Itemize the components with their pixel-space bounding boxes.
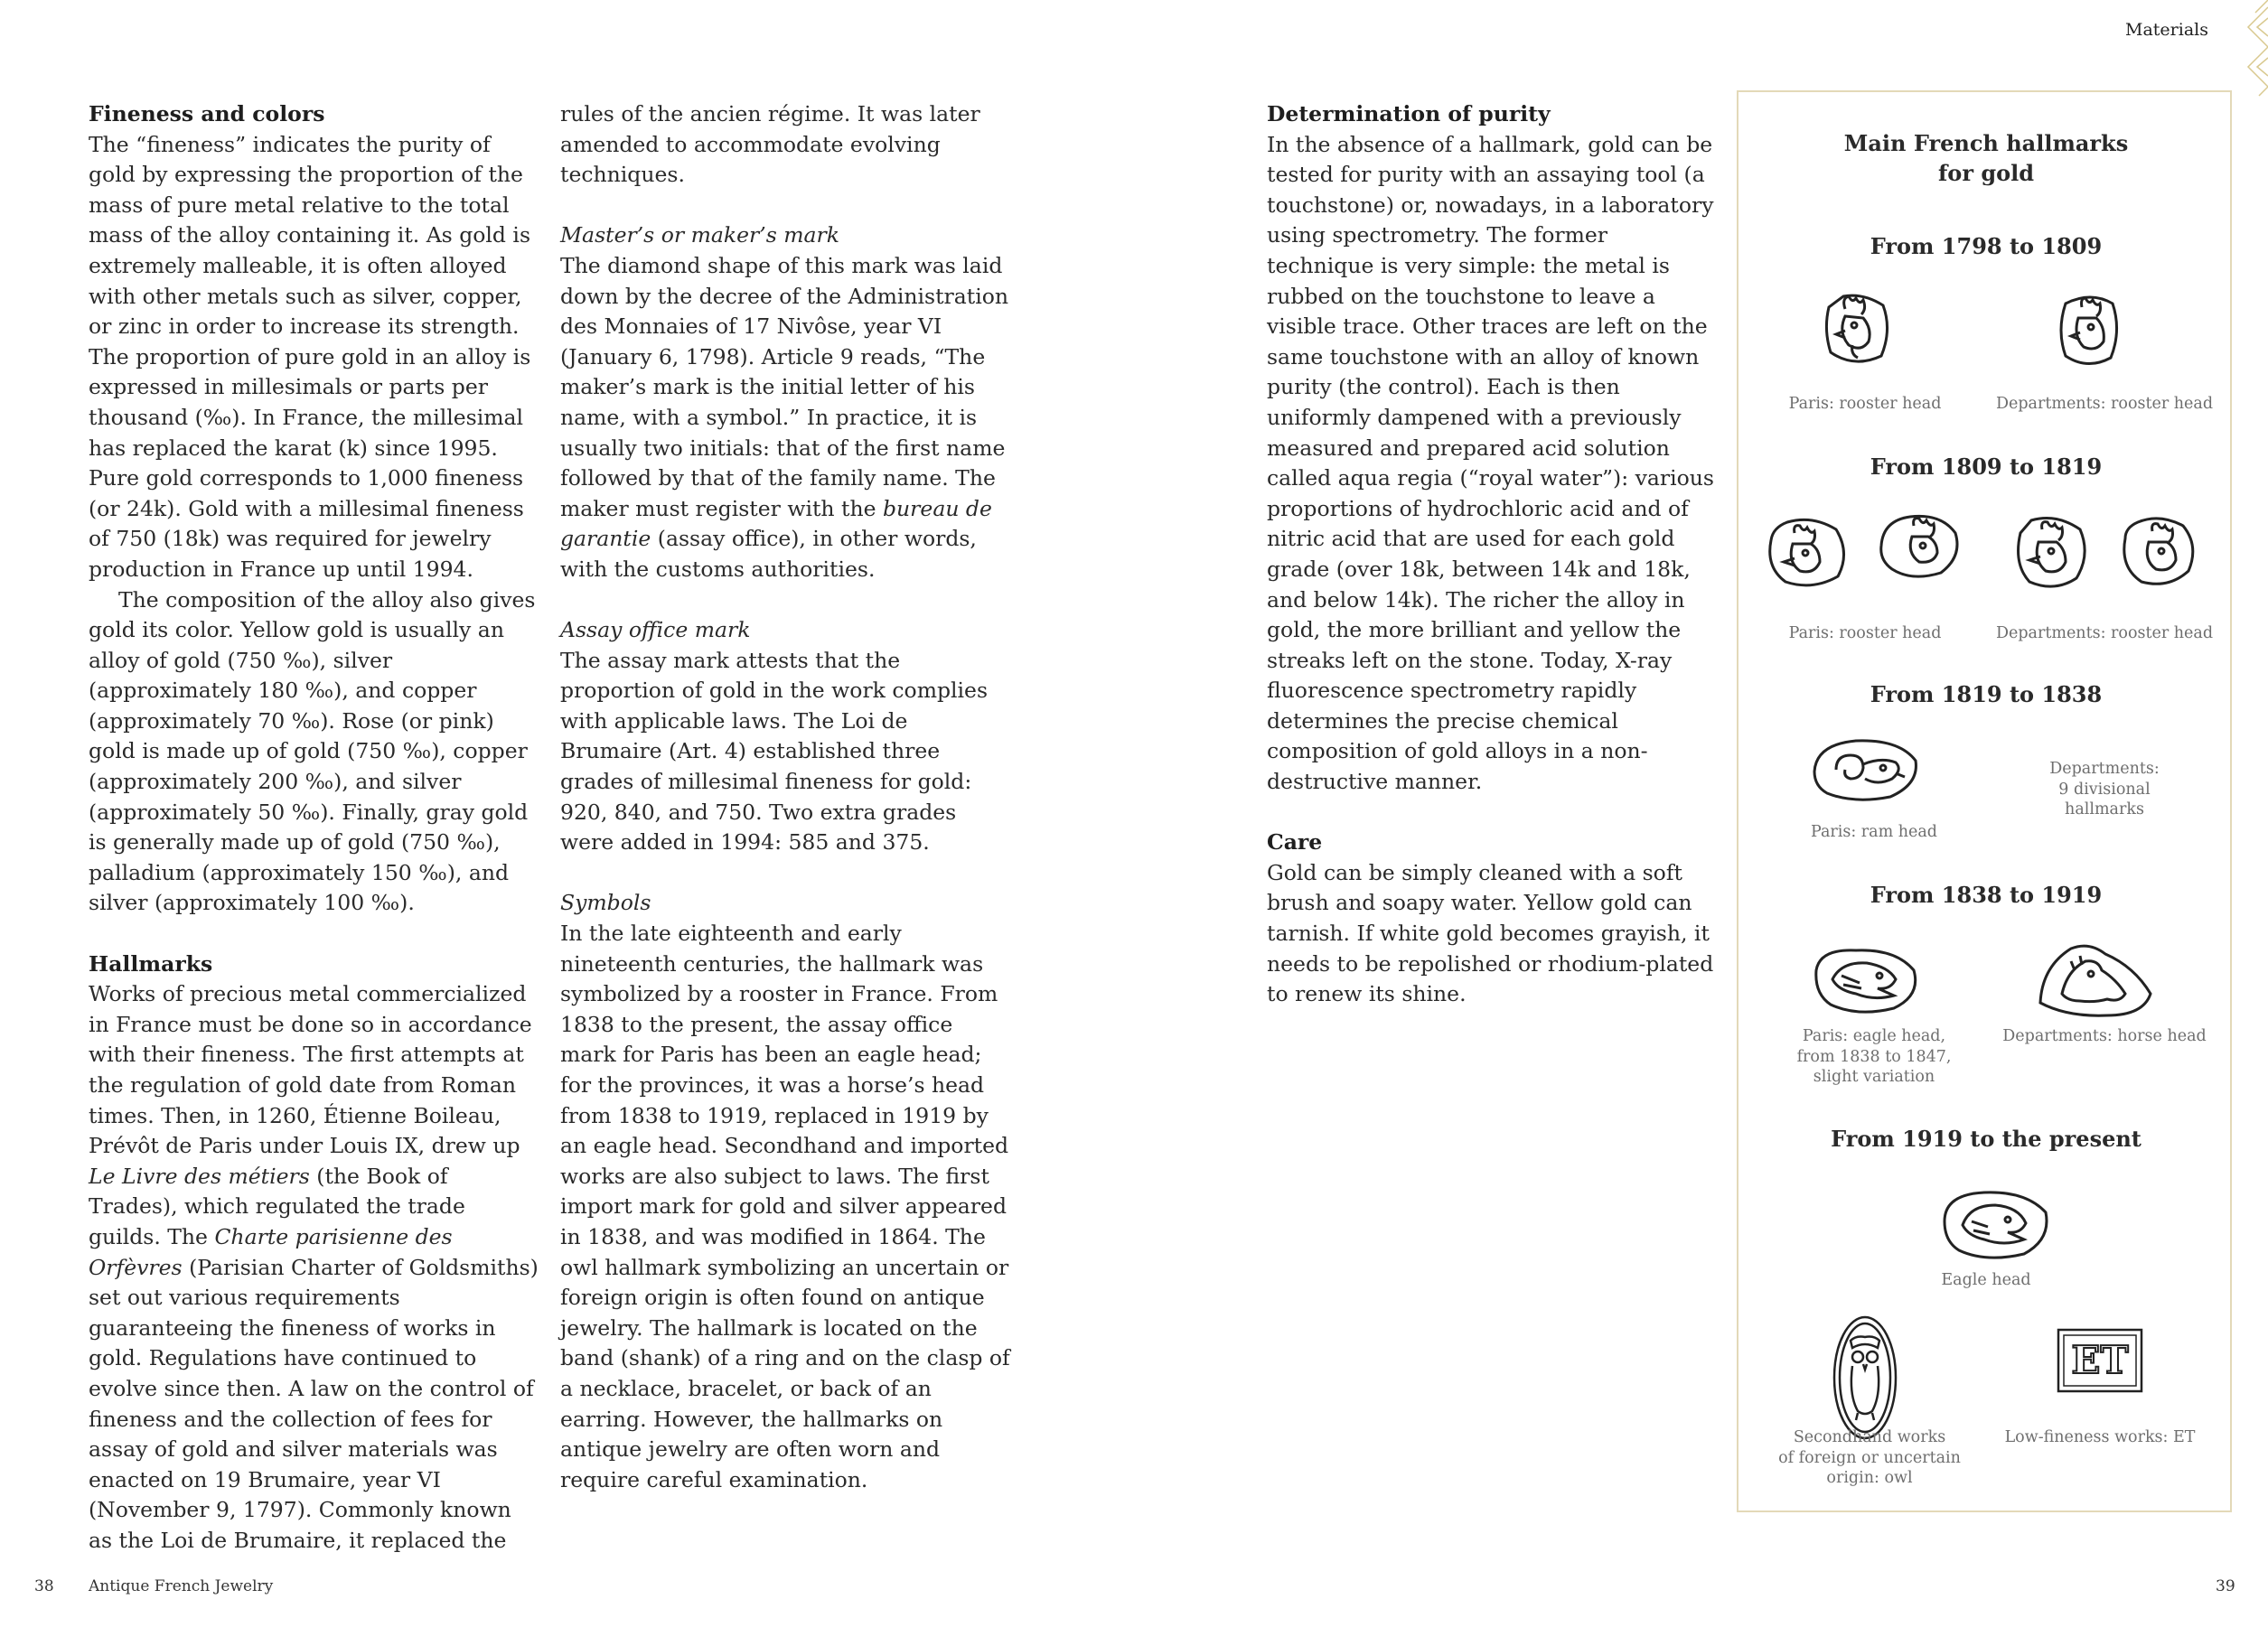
- hallmarks-heading: Hallmarks: [89, 950, 213, 977]
- eagle-stamp-icon: [1811, 943, 1921, 1017]
- caption-departments-rooster: Departments: rooster head: [1995, 395, 2214, 413]
- symbols-heading: Symbols: [560, 890, 651, 916]
- hallmarks-continued: rules of the ancien régime. It was later amended to accommodate evolving techniques.: [560, 101, 980, 188]
- master-mark-heading: Master’s or maker’s mark: [560, 222, 840, 248]
- sidebar-title: Main French hallmarks for gold: [1843, 130, 2129, 186]
- caption-et-low-fineness: Low-fineness works: ET: [2004, 1428, 2196, 1446]
- horse-stamp-icon: [2035, 940, 2156, 1021]
- caption-paris-rooster: Paris: rooster head: [1788, 395, 1942, 413]
- livre-des-metiers-title: Le Livre des métiers: [89, 1163, 310, 1189]
- et-mark-text: ET: [2071, 1338, 2129, 1382]
- assay-mark-heading: Assay office mark: [560, 617, 751, 643]
- eagle-stamp-icon: [1939, 1185, 2053, 1263]
- hallmarks-paragraph: Works of precious metal commercialized in France must be done so in accordance with their fineness. The first attempts at the regulation of gold date from Roman times. Then, in 1260, Étienne Boileau, Prévôt de Paris under Louis IX, drew up Le Livre des métiers (the Book of Trades), which regulated the trade guilds. The Charte parisienne des Orfèvres (Parisian Charter of Goldsmiths) set out various requirements guaranteeing the fineness of works in gold. Regulations have continued to evolve since then. A law on the control of fineness and the collection of fees for assay of gold and silver materials was enacted on 19 Brumaire, year VI (November 9, 1797). Commonly known as the Loi de Brumaire, it replaced the: [89, 981, 539, 1553]
- column-3: [1267, 99, 1719, 1010]
- charte-title: Charte parisienne des Orfèvres: [89, 1223, 453, 1280]
- running-head: Materials: [2125, 20, 2208, 40]
- book-title-footer: Antique French Jewelry: [89, 1577, 274, 1595]
- symbols-paragraph: In the late eighteenth and early nineteenth centuries, the hallmark was symbolized by a rooster in France. From 1838 to the present, the assay office mark for Paris has been an eagle head; for the provinces, it was a horse’s head from 1838 to 1919, replaced in 1919 by an eagle head. Secondhand and imported works are also subject to laws. The first import mark for gold and silver appeared in 1838, and was modified in 1864. The owl hallmark symbolizing an uncertain or foreign origin is often found on antique jewelry. The hallmark is located on the band (shank) of a ring and on the clasp of a necklace, bracelet, or back of an earring. However, the hallmarks on antique jewelry are often worn and require careful examination.: [560, 921, 1010, 1492]
- ram-stamp-icon: [1809, 735, 1921, 804]
- page-number-right: 39: [2216, 1577, 2235, 1595]
- purity-paragraph: In the absence of a hallmark, gold can be tested for purity with an assaying tool (a touchstone) or, nowadays, in a laboratory using spectrometry. The former technique is very simple: the metal is rubbed on the touchstone to leave a visible trace. Other traces are left on the same touchstone with an alloy of known purity (the control). Each is then uniformly dampened with a previously measured and prepared acid solution called aqua regia (“royal water”): various proportions of hydrochloric acid and of nitric acid that are used for each gold grade (over 18k, between 14k and 18k, and below 14k). The richer the alloy in gold, the more brilliant and yellow the streaks left on the stone. Today, X-ray fluorescence spectrometry rapidly determines the precise chemical composition of gold alloys in a non-destructive manner.: [1267, 131, 1714, 795]
- fineness-paragraph-2: The composition of the alloy also gives gold its color. Yellow gold is usually an alloy of gold (750 ‰), silver (approximately 180 ‰), and copper (approximately 70 ‰). Rose (or pink) gold is made up of gold (750 ‰), copper (approximately 200 ‰), and silver (approximately 50 ‰). Finally, gray gold is generally made up of gold (750 ‰), palladium (approximately 150 ‰), and silver (approximately 100 ‰).: [89, 586, 536, 916]
- period-1809-heading: From 1809 to 1819: [1870, 454, 2103, 480]
- et-stamp-icon: [2057, 1328, 2143, 1393]
- owl-stamp-icon: [1831, 1314, 1899, 1442]
- caption-departments-divisional: Departments: 9 divisional hallmarks: [2049, 760, 2160, 818]
- fineness-paragraph-1: The “fineness” indicates the purity of gold by expressing the proportion of the mass of pure metal relative to the total mass of the alloy containing it. As gold is extremely malleable, it is often alloyed with other metals such as silver, copper, or zinc in order to increase its strength. The proportion of pure gold in an alloy is expressed in millesimals or parts per thousand (‰). In France, the millesimal has replaced the karat (k) since 1995. Pure gold corresponds to 1,000 fineness (or 24k). Gold with a millesimal fineness of 750 (18k) was required for jewelry production in France up until 1994.: [89, 131, 531, 582]
- period-1819-heading: From 1819 to 1838: [1870, 681, 2103, 707]
- rooster-stamp-icon: [1818, 289, 1896, 370]
- rooster-stamp-icon: [1762, 513, 1852, 591]
- fineness-heading: Fineness and colors: [89, 101, 325, 126]
- caption-paris-ram: Paris: ram head: [1810, 823, 1938, 841]
- purity-heading: Determination of purity: [1267, 101, 1551, 126]
- hallmarks-sidebar: [1737, 90, 2232, 1512]
- caption-departments-horse: Departments: horse head: [2002, 1027, 2207, 1045]
- period-1919-heading: From 1919 to the present: [1831, 1126, 2141, 1152]
- caption-eagle-head: Eagle head: [1941, 1271, 2031, 1289]
- column-1: [89, 99, 540, 1557]
- rooster-stamp-icon: [1874, 510, 1964, 582]
- column-2: [560, 99, 1012, 1495]
- care-paragraph: Gold can be simply cleaned with a soft brush and soapy water. Yellow gold can tarnish. If white gold becomes grayish, it needs to be repolished or rhodium-plated to renew its shine.: [1267, 859, 1714, 1007]
- period-1798-heading: From 1798 to 1809: [1870, 233, 2103, 259]
- rooster-stamp-icon: [2053, 289, 2125, 372]
- caption-paris-rooster-2: Paris: rooster head: [1788, 624, 1942, 642]
- caption-owl-secondhand: Secondhand works of foreign or uncertain origin: owl: [1778, 1428, 1961, 1487]
- caption-paris-eagle-variation: Paris: eagle head, from 1838 to 1847, slight variation: [1796, 1027, 1952, 1086]
- rooster-stamp-icon: [2116, 511, 2199, 589]
- caption-departments-rooster-2: Departments: rooster head: [1995, 624, 2214, 642]
- assay-mark-paragraph: The assay mark attests that the proportion of gold in the work complies with applicable laws. The Loi de Brumaire (Art. 4) established three grades of millesimal fineness for gold: 920, 840, and 750. Two extra grades were added in 1994: 585 and 375.: [560, 647, 989, 856]
- page-number-left: 38: [34, 1577, 54, 1595]
- period-1838-heading: From 1838 to 1919: [1870, 882, 2103, 908]
- bureau-de-garantie-term: bureau de garantie: [560, 495, 992, 552]
- master-mark-paragraph: The diamond shape of this mark was laid down by the decree of the Administration des Monnaies of 17 Nivôse, year VI (January 6, 1798). Article 9 reads, “The maker’s mark is the initial letter of his name, with a symbol.” In practice, it is usually two initials: that of the first name followed by that of the family name. The maker must register with the bureau de garantie (assay office), in other words, with the customs authorities.: [560, 252, 1009, 582]
- care-heading: Care: [1267, 829, 1323, 856]
- rooster-stamp-icon: [2011, 511, 2093, 593]
- corner-ornament-icon: [2239, 0, 2268, 99]
